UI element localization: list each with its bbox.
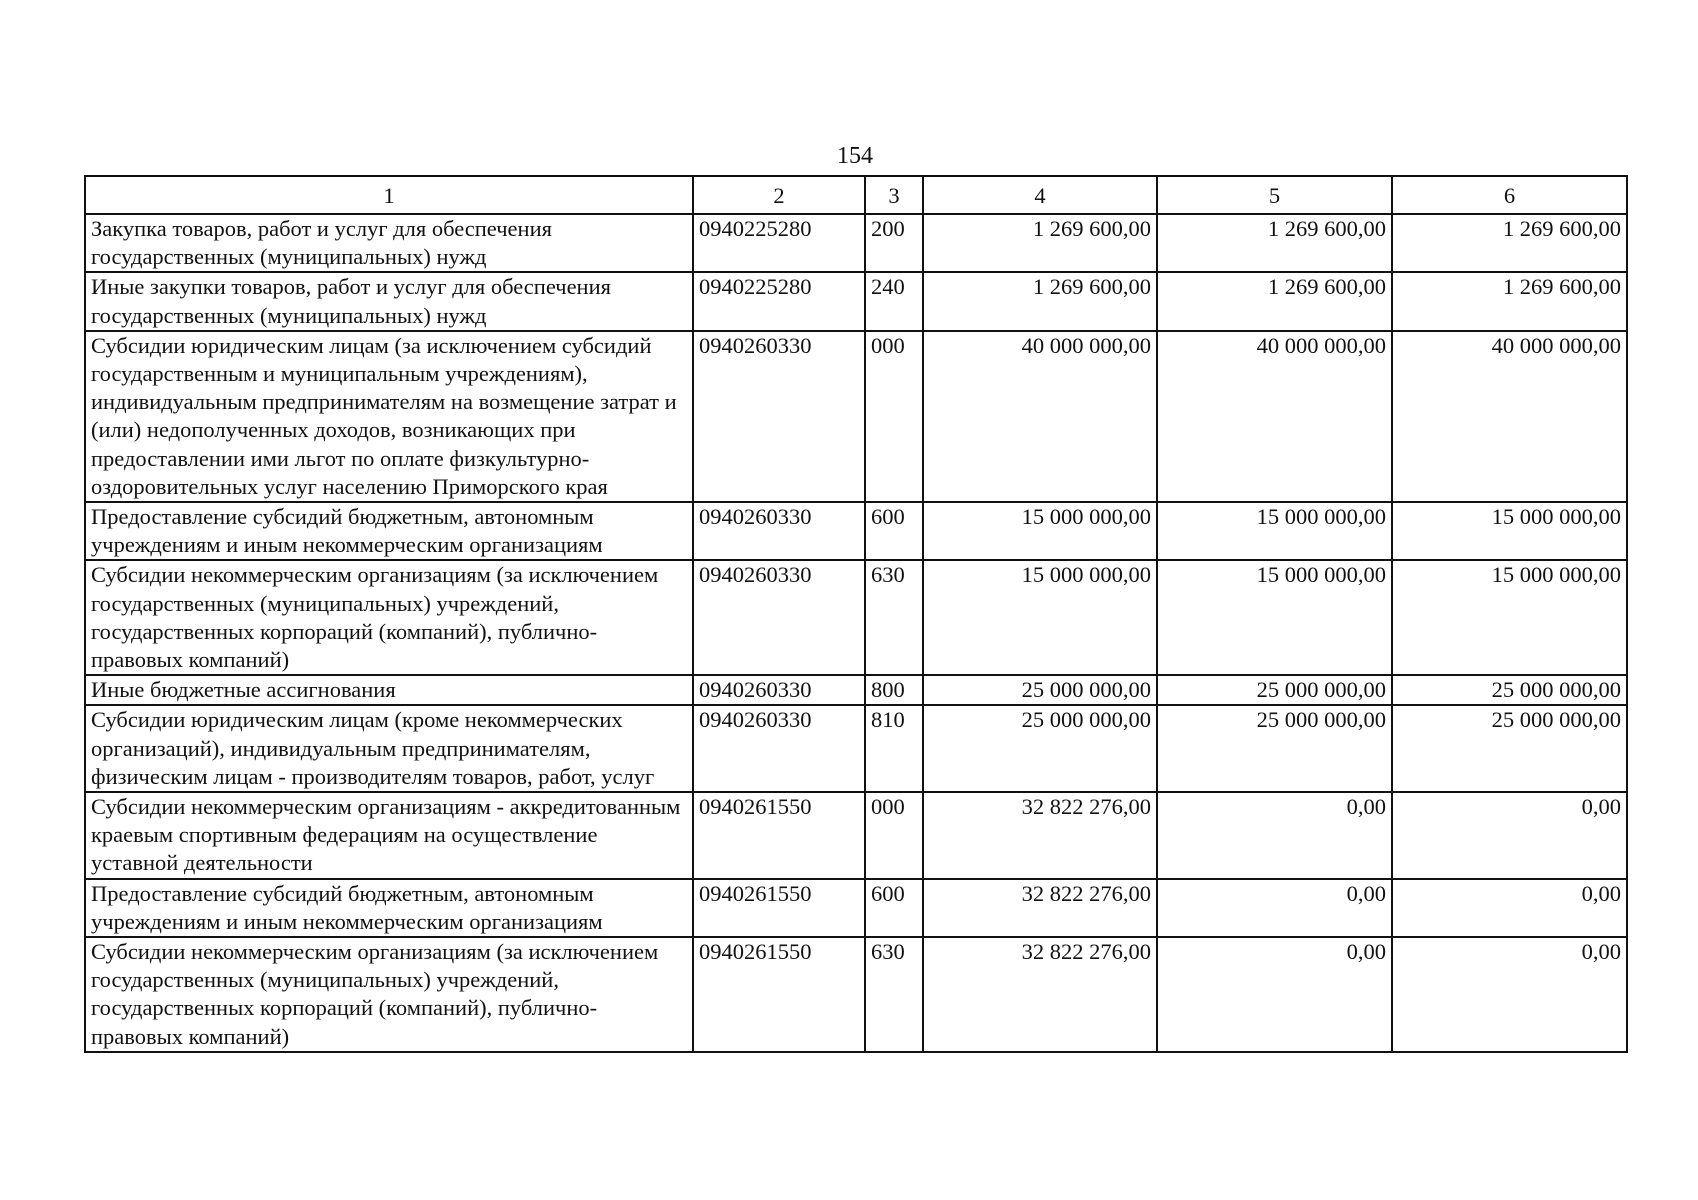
row-amount-col6: 1 269 600,00	[1392, 272, 1627, 330]
row-amount-col5: 1 269 600,00	[1157, 272, 1392, 330]
column-header-1: 1	[85, 176, 693, 214]
row-name: Субсидии некоммерческим организациям - аккредитованным краевым спортивным федерациям на осуществление уставной деятельности	[85, 792, 693, 879]
table-row	[85, 675, 1627, 705]
row-name: Предоставление субсидий бюджетным, автономным учреждениям и иным некоммерческим организациям	[85, 879, 693, 937]
row-expense-type: 200	[865, 214, 923, 272]
row-expense-type: 240	[865, 272, 923, 330]
row-amount-col4: 32 822 276,00	[923, 937, 1157, 1052]
column-header-5: 5	[1157, 176, 1392, 214]
row-expense-type: 000	[865, 331, 923, 502]
budget-table	[84, 175, 1628, 1053]
row-amount-col6: 15 000 000,00	[1392, 560, 1627, 675]
page-number: 154	[837, 143, 873, 169]
row-target-code: 0940261550	[693, 879, 865, 937]
row-amount-col5: 40 000 000,00	[1157, 331, 1392, 502]
row-expense-type: 630	[865, 560, 923, 675]
table-row	[85, 214, 1627, 272]
row-target-code: 0940260330	[693, 705, 865, 792]
row-amount-col5: 25 000 000,00	[1157, 675, 1392, 705]
row-expense-type: 600	[865, 502, 923, 560]
row-target-code: 0940225280	[693, 272, 865, 330]
row-amount-col4: 32 822 276,00	[923, 879, 1157, 937]
table-row	[85, 331, 1627, 502]
table-row	[85, 502, 1627, 560]
row-amount-col6: 0,00	[1392, 879, 1627, 937]
row-amount-col6: 0,00	[1392, 792, 1627, 879]
row-expense-type: 000	[865, 792, 923, 879]
table-row	[85, 792, 1627, 879]
row-amount-col5: 1 269 600,00	[1157, 214, 1392, 272]
row-amount-col4: 1 269 600,00	[923, 214, 1157, 272]
row-amount-col4: 1 269 600,00	[923, 272, 1157, 330]
table-row	[85, 560, 1627, 675]
row-amount-col6: 15 000 000,00	[1392, 502, 1627, 560]
header-row	[85, 176, 1627, 214]
row-name: Субсидии некоммерческим организациям (за исключением государственных (муниципальных) учреждений, государственных корпораций (компаний), публично-правовых компаний)	[85, 560, 693, 675]
row-target-code: 0940260330	[693, 502, 865, 560]
row-amount-col4: 15 000 000,00	[923, 560, 1157, 675]
column-header-6: 6	[1392, 176, 1627, 214]
row-amount-col6: 0,00	[1392, 937, 1627, 1052]
row-amount-col4: 32 822 276,00	[923, 792, 1157, 879]
table-row	[85, 937, 1627, 1052]
row-amount-col5: 15 000 000,00	[1157, 560, 1392, 675]
row-name: Субсидии юридическим лицам (кроме некоммерческих организаций), индивидуальным предпринимателям, физическим лицам - производителям товаров, работ, услуг	[85, 705, 693, 792]
row-target-code: 0940260330	[693, 675, 865, 705]
row-target-code: 0940261550	[693, 937, 865, 1052]
column-header-4: 4	[923, 176, 1157, 214]
row-amount-col5: 15 000 000,00	[1157, 502, 1392, 560]
row-amount-col5: 25 000 000,00	[1157, 705, 1392, 792]
row-amount-col6: 25 000 000,00	[1392, 705, 1627, 792]
table-row	[85, 879, 1627, 937]
row-name: Иные закупки товаров, работ и услуг для обеспечения государственных (муниципальных) нужд	[85, 272, 693, 330]
row-name: Субсидии некоммерческим организациям (за исключением государственных (муниципальных) учреждений, государственных корпораций (компаний), публично-правовых компаний)	[85, 937, 693, 1052]
row-amount-col4: 25 000 000,00	[923, 705, 1157, 792]
row-target-code: 0940261550	[693, 792, 865, 879]
row-amount-col4: 40 000 000,00	[923, 331, 1157, 502]
row-target-code: 0940260330	[693, 560, 865, 675]
row-amount-col6: 40 000 000,00	[1392, 331, 1627, 502]
row-amount-col5: 0,00	[1157, 879, 1392, 937]
row-expense-type: 810	[865, 705, 923, 792]
row-amount-col4: 15 000 000,00	[923, 502, 1157, 560]
table-row	[85, 705, 1627, 792]
row-amount-col6: 1 269 600,00	[1392, 214, 1627, 272]
row-expense-type: 630	[865, 937, 923, 1052]
row-amount-col5: 0,00	[1157, 937, 1392, 1052]
row-target-code: 0940260330	[693, 331, 865, 502]
row-amount-col4: 25 000 000,00	[923, 675, 1157, 705]
row-amount-col5: 0,00	[1157, 792, 1392, 879]
column-header-2: 2	[693, 176, 865, 214]
column-header-3: 3	[865, 176, 923, 214]
row-name: Закупка товаров, работ и услуг для обеспечения государственных (муниципальных) нужд	[85, 214, 693, 272]
row-target-code: 0940225280	[693, 214, 865, 272]
row-amount-col6: 25 000 000,00	[1392, 675, 1627, 705]
row-name: Субсидии юридическим лицам (за исключением субсидий государственным и муниципальным учреждениям), индивидуальным предпринимателям на возмещение затрат и (или) недополученных доходов, возникающих при предоставлении ими льгот по оплате физкультурно-оздоровительных услуг населению Приморского края	[85, 331, 693, 502]
row-name: Предоставление субсидий бюджетным, автономным учреждениям и иным некоммерческим организациям	[85, 502, 693, 560]
row-name: Иные бюджетные ассигнования	[85, 675, 693, 705]
table-row	[85, 272, 1627, 330]
row-expense-type: 600	[865, 879, 923, 937]
row-expense-type: 800	[865, 675, 923, 705]
